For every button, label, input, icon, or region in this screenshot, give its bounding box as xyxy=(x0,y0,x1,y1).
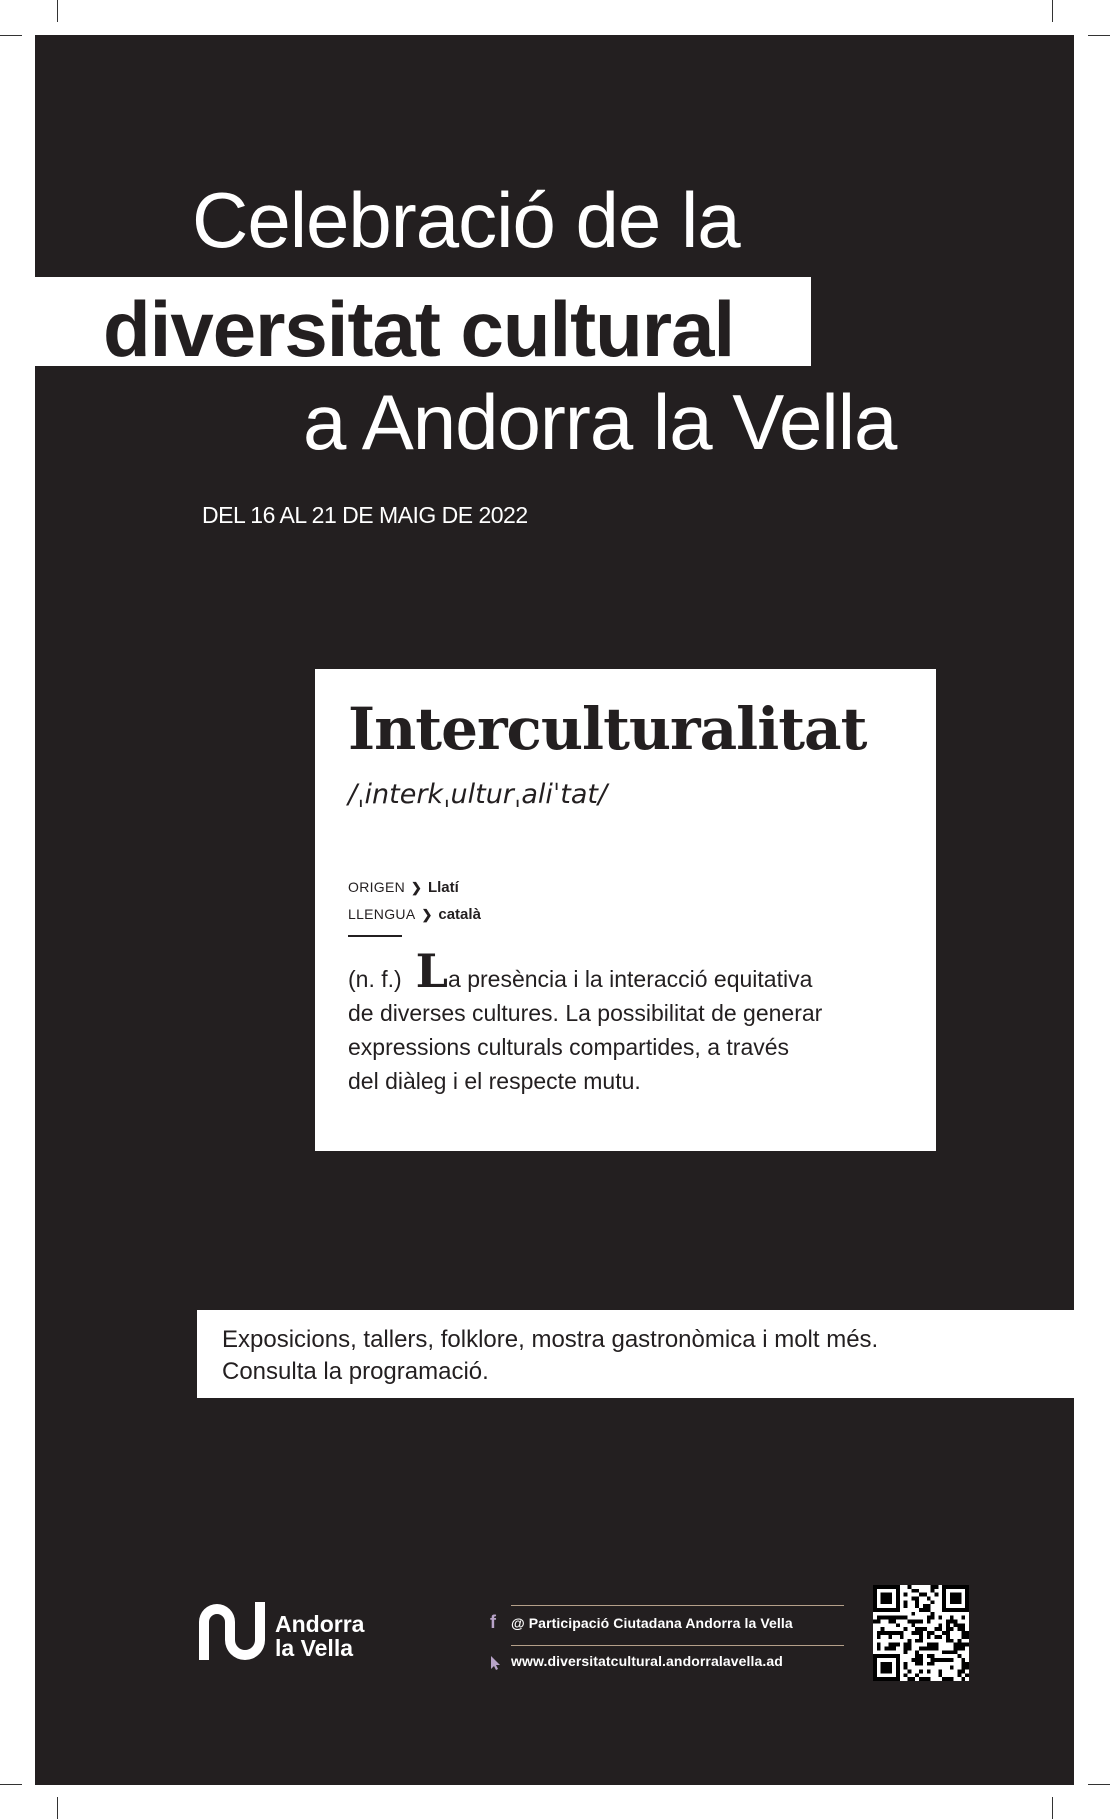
part-of-speech: (n. f.) xyxy=(348,966,402,992)
definition-phonetic: /ˌinterkˌulturˌaliˈtat/ xyxy=(348,779,608,810)
logo-mark-icon xyxy=(197,1600,267,1662)
definition-text-2: de diverses cultures. La possibilitat de generar xyxy=(348,1000,823,1026)
chevron-right-icon: ❯ xyxy=(421,907,433,922)
event-dates: DEL 16 AL 21 DE MAIG DE 2022 xyxy=(202,502,528,528)
definition-divider xyxy=(348,935,402,937)
definition-text-3: expressions culturals compartides, a través xyxy=(348,1034,790,1060)
headline-line-3: a Andorra la Vella xyxy=(303,378,897,466)
headline-band xyxy=(35,277,811,373)
info-text xyxy=(222,1324,878,1388)
logo-text xyxy=(275,1612,364,1660)
website-link[interactable]: www.diversitatcultural.andorralavella.ad xyxy=(511,1653,783,1669)
logo-line-2: la Vella xyxy=(275,1635,354,1661)
drop-cap: L xyxy=(415,944,449,998)
andorra-la-vella-logo xyxy=(197,1600,377,1670)
facebook-text[interactable]: @ Participació Ciutadana Andorra la Vella xyxy=(511,1615,793,1631)
crop-mark xyxy=(1088,35,1110,36)
language-value: català xyxy=(438,906,481,923)
contact-rule xyxy=(511,1605,844,1606)
qr-code-graphic xyxy=(873,1585,969,1681)
poster xyxy=(35,35,1074,1785)
origin-label: ORIGEN xyxy=(348,879,406,895)
crop-mark xyxy=(1052,1797,1053,1819)
crop-mark xyxy=(0,35,22,36)
definition-term: Interculturalitat xyxy=(348,695,867,763)
logo-line-1: Andorra xyxy=(275,1611,365,1637)
definition-card xyxy=(315,669,936,1151)
info-line-1: Exposicions, tallers, folklore, mostra gastronòmica i molt més. xyxy=(222,1326,879,1353)
definition-text-4: del diàleg i el respecte mutu. xyxy=(348,1068,641,1094)
crop-mark xyxy=(57,1797,58,1819)
website-row[interactable] xyxy=(488,1647,844,1677)
definition-body xyxy=(348,944,908,1098)
contact-rule xyxy=(511,1645,844,1646)
info-line-2: Consulta la programació. xyxy=(222,1358,489,1385)
chevron-right-icon: ❯ xyxy=(411,880,422,895)
definition-language xyxy=(348,906,481,923)
definition-text-1: a presència i la interacció equitativa xyxy=(448,966,813,992)
info-band xyxy=(197,1310,1074,1398)
headline-line-2: diversitat cultural xyxy=(103,285,735,373)
origin-value: Llatí xyxy=(427,879,459,896)
definition-origin xyxy=(348,879,459,896)
cursor-icon xyxy=(490,1655,502,1671)
crop-mark xyxy=(0,1784,22,1785)
headline-line-1: Celebració de la xyxy=(192,176,740,264)
language-label: LLENGUA xyxy=(348,906,416,922)
facebook-row[interactable] xyxy=(488,1609,844,1639)
facebook-icon: f xyxy=(490,1612,496,1632)
crop-mark xyxy=(57,0,58,22)
crop-mark xyxy=(1088,1784,1110,1785)
qr-code[interactable] xyxy=(873,1585,969,1681)
contact-block xyxy=(488,1605,844,1685)
crop-mark xyxy=(1052,0,1053,22)
